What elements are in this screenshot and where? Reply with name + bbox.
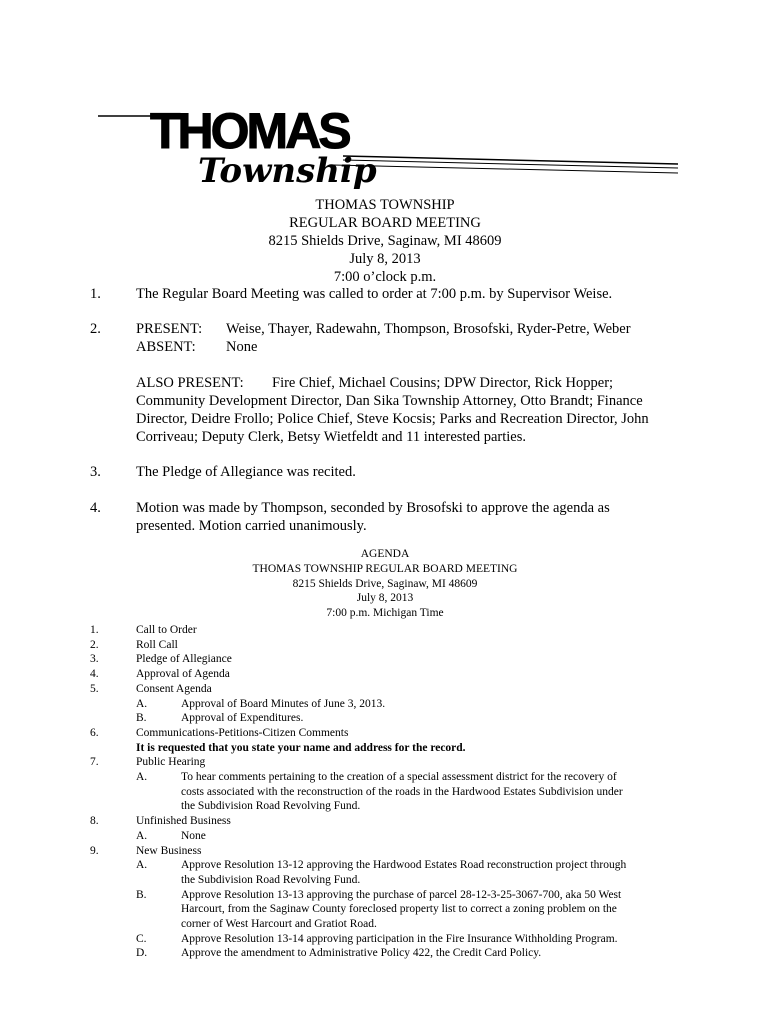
item-text: Motion was made by Thompson, seconded by Brosofski to approve the agenda as <box>136 500 610 516</box>
agenda-item-label: Approval of Agenda <box>136 668 230 681</box>
item-number: 1. <box>90 286 101 302</box>
also-present-line: Corriveau; Deputy Clerk, Betsy Wietfeldt and 11 interested parties. <box>136 429 527 445</box>
agenda-subitem-letter: A. <box>136 829 148 842</box>
agenda-item-number: 3. <box>90 653 99 666</box>
agenda-item-number: 9. <box>90 844 99 857</box>
agenda-subitem-text: Approve the amendment to Administrative Policy 422, the Credit Card Policy. <box>181 947 542 960</box>
agenda-header-line: 8215 Shields Drive, Saginaw, MI 48609 <box>292 577 478 590</box>
agenda-subitem-letter: A. <box>136 771 148 783</box>
agenda-item-label: Consent Agenda <box>136 682 212 695</box>
agenda-item-number: 5. <box>90 682 99 695</box>
agenda-notice: It is requested that you state your name and address for the record. <box>136 741 466 754</box>
agenda-item-label: New Business <box>136 844 202 857</box>
agenda-item-number: 4. <box>90 668 99 681</box>
agenda-subitem-text: the Subdivision Road Revolving Fund. <box>181 873 361 886</box>
item-text: presented. Motion carried unanimously. <box>136 518 367 534</box>
agenda-item-number: 2. <box>90 638 99 651</box>
agenda-subitem-letter: C. <box>136 932 147 945</box>
agenda-item-number: 6. <box>90 726 99 739</box>
meeting-header <box>0 196 770 286</box>
item-text: The Regular Board Meeting was called to order at 7:00 p.m. by Supervisor Weise. <box>136 286 613 302</box>
agenda-header-line: THOMAS TOWNSHIP REGULAR BOARD MEETING <box>252 562 518 575</box>
agenda-subitem-letter: B. <box>136 712 147 725</box>
agenda-subitem-text: Approval of Expenditures. <box>181 712 304 725</box>
header-line: July 8, 2013 <box>349 251 421 267</box>
item-number: 2. <box>90 321 101 337</box>
also-present-label: ALSO PRESENT: <box>136 375 244 391</box>
agenda-subitem-text: corner of West Harcourt and Gratiot Road. <box>181 918 377 930</box>
agenda-subitem-letter: A. <box>136 859 148 872</box>
agenda-item-label: Unfinished Business <box>136 815 231 828</box>
agenda-subitem-text: Harcourt, from the Saginaw County foreclosed property list to correct a zoning problem on the <box>181 903 617 916</box>
absent-value: None <box>226 339 258 355</box>
agenda-item-label: Public Hearing <box>136 756 206 769</box>
svg-text:THOMAS: THOMAS <box>150 103 349 159</box>
thomas-township-logo <box>88 86 688 196</box>
agenda-subitem-text: Approval of Board Minutes of June 3, 2013. <box>181 697 386 710</box>
agenda-subitem-text: the Subdivision Road Revolving Fund. <box>181 800 361 813</box>
agenda-subitem-text: To hear comments pertaining to the creation of a special assessment district for the recovery of <box>181 771 617 783</box>
item-number: 4. <box>90 500 101 516</box>
agenda-header <box>0 547 770 621</box>
agenda-item-label: Call to Order <box>136 624 197 636</box>
also-present-line: Director, Deidre Frollo; Police Chief, Steve Kocsis; Parks and Recreation Director, John <box>136 411 649 427</box>
agenda-subitem-text: None <box>181 829 206 842</box>
header-line: 8215 Shields Drive, Saginaw, MI 48609 <box>268 233 502 249</box>
agenda-header-line: AGENDA <box>360 548 410 560</box>
present-label: PRESENT: <box>136 321 203 337</box>
item-text: The Pledge of Allegiance was recited. <box>136 464 356 480</box>
agenda-subitem-letter: D. <box>136 947 148 960</box>
agenda-subitem-text: Approve Resolution 13-13 approving the purchase of parcel 28-12-3-25-3067-700, aka 50 West <box>181 888 622 901</box>
header-line: THOMAS TOWNSHIP <box>315 197 455 213</box>
agenda-subitem-text: Approve Resolution 13-12 approving the Hardwood Estates Road reconstruction project through <box>181 859 627 872</box>
absent-label: ABSENT: <box>136 339 196 355</box>
svg-text:Township: Township <box>198 151 377 191</box>
agenda-header-line: July 8, 2013 <box>356 592 414 605</box>
agenda-item-number: 7. <box>90 756 99 769</box>
agenda-item-number: 8. <box>90 815 99 828</box>
header-line: 7:00 o’clock p.m. <box>333 269 437 285</box>
present-value: Weise, Thayer, Radewahn, Thompson, Brosofski, Ryder-Petre, Weber <box>226 321 631 337</box>
header-line: REGULAR BOARD MEETING <box>289 215 481 231</box>
agenda-item-number: 1. <box>90 624 99 636</box>
also-present-line: Community Development Director, Dan Sika Township Attorney, Otto Brandt; Finance <box>136 393 643 409</box>
also-present-line: Fire Chief, Michael Cousins; DPW Director, Rick Hopper; <box>272 375 614 391</box>
agenda-item-label: Communications-Petitions-Citizen Comments <box>136 726 349 739</box>
agenda-subitem-letter: B. <box>136 888 147 901</box>
agenda-subitem-text: costs associated with the reconstruction of the roads in the Hardwood Estates Subdivision under <box>181 785 623 798</box>
agenda-header-line: 7:00 p.m. Michigan Time <box>326 607 444 620</box>
item-number: 3. <box>90 464 101 480</box>
agenda-subitem-text: Approve Resolution 13-14 approving participation in the Fire Insurance Withholding Program. <box>181 932 618 945</box>
agenda-item-label: Roll Call <box>136 638 178 651</box>
agenda-item-label: Pledge of Allegiance <box>136 653 232 666</box>
agenda-subitem-letter: A. <box>136 697 148 710</box>
